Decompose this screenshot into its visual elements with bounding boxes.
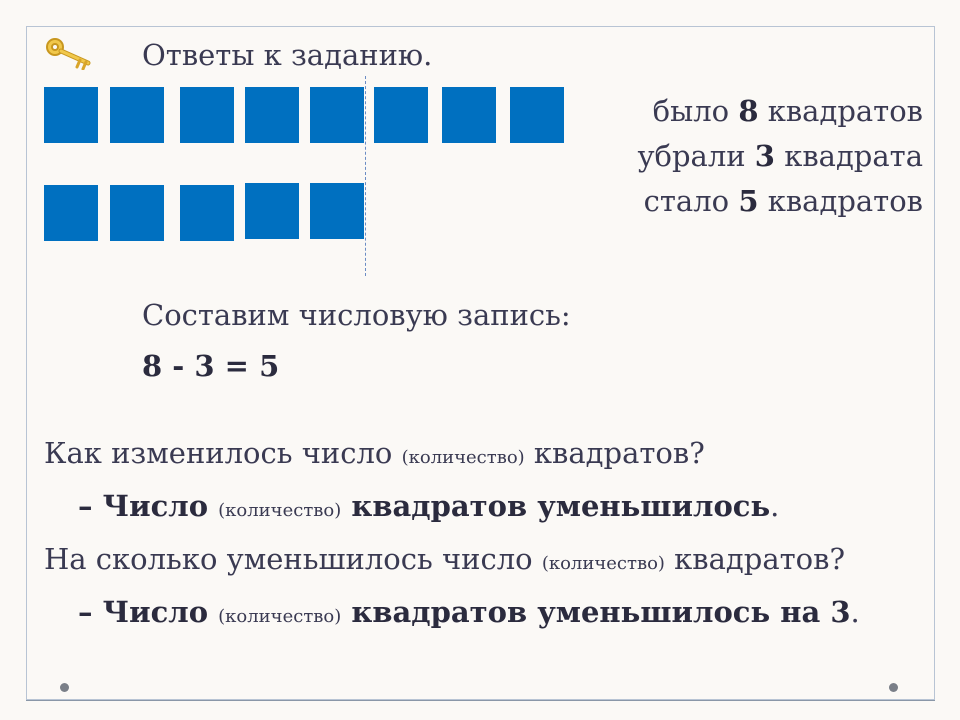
count-line-was: было 8 квадратов bbox=[652, 94, 923, 128]
counts-block bbox=[637, 89, 923, 224]
square bbox=[180, 87, 234, 143]
square bbox=[510, 87, 564, 143]
question-2: На сколько уменьшилось число (количество) квадратов? bbox=[44, 542, 845, 576]
square bbox=[44, 87, 98, 143]
bottom-divider bbox=[26, 700, 935, 701]
corner-dot-right bbox=[889, 683, 898, 692]
question-1: Как изменилось число (количество) квадратов? bbox=[44, 436, 705, 470]
key-icon bbox=[44, 36, 94, 70]
equation: 8 - 3 = 5 bbox=[142, 349, 280, 383]
count-line-removed: убрали 3 квадрата bbox=[637, 139, 923, 173]
page-title: Ответы к заданию. bbox=[142, 38, 433, 72]
square bbox=[245, 87, 299, 143]
square bbox=[245, 183, 299, 239]
square bbox=[374, 87, 428, 143]
separator-line bbox=[365, 76, 366, 276]
compose-label: Составим числовую запись: bbox=[142, 298, 571, 332]
square bbox=[310, 183, 364, 239]
answer-2: – Число (количество) квадратов уменьшилось на 3. bbox=[78, 595, 860, 629]
square bbox=[110, 185, 164, 241]
square bbox=[180, 185, 234, 241]
count-line-became: стало 5 квадратов bbox=[643, 184, 923, 218]
square bbox=[310, 87, 364, 143]
answer-1: – Число (количество) квадратов уменьшилось. bbox=[78, 489, 780, 523]
square bbox=[442, 87, 496, 143]
corner-dot-left bbox=[60, 683, 69, 692]
square bbox=[44, 185, 98, 241]
square bbox=[110, 87, 164, 143]
